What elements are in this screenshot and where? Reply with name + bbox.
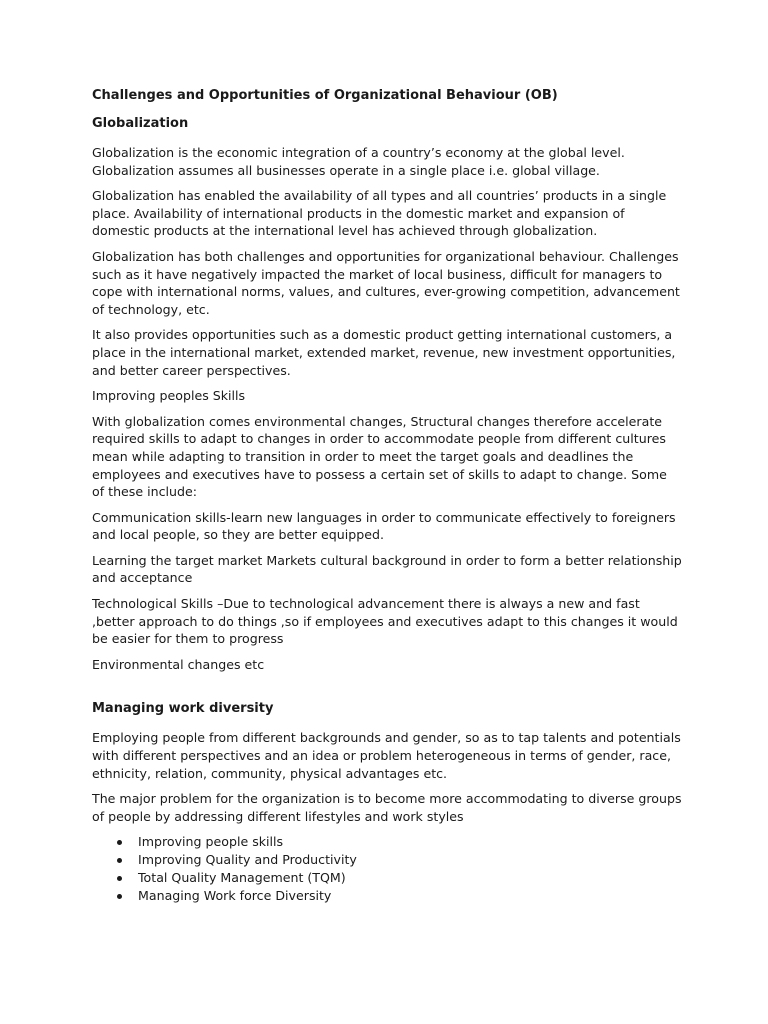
paragraph: The major problem for the organization is to become more accommodating to diverse groups of people by addressing different lifestyles and work styles bbox=[92, 791, 682, 824]
bullet-icon bbox=[117, 894, 122, 899]
document-title: Challenges and Opportunities of Organizational Behaviour (OB) bbox=[92, 88, 558, 103]
bullet-item bbox=[92, 869, 682, 887]
paragraph: Communication skills-learn new languages in order to communicate effectively to foreigners and local people, so they are better equipped. bbox=[92, 509, 676, 543]
bullet-icon bbox=[117, 858, 122, 863]
paragraph: Employing people from different backgrounds and gender, so as to tap talents and potentials with different perspectives and an idea or problem heterogeneous in terms of gender, race, ethnicity, relation, community, physical advantages etc. bbox=[92, 730, 681, 781]
document-page bbox=[92, 86, 682, 905]
bullet-item bbox=[92, 833, 682, 851]
bullet-text: Managing Work force Diversity bbox=[138, 887, 332, 903]
section-heading-work-diversity: Managing work diversity bbox=[92, 701, 274, 717]
bullet-text: Improving people skills bbox=[138, 834, 284, 850]
bullet-item bbox=[92, 851, 682, 869]
paragraph: Globalization has enabled the availability of all types and all countries’ products in a single place. Availability of international products in the domestic market and expansion of domestic products at the international level has achieved through globalization. bbox=[92, 188, 667, 239]
bullet-icon bbox=[117, 840, 122, 845]
blank-line bbox=[92, 681, 682, 699]
paragraph: Globalization is the economic integration of a country’s economy at the global level. Globalization assumes all businesses operate in a single place i.e. global village. bbox=[92, 145, 625, 178]
section-heading-globalization: Globalization bbox=[92, 116, 189, 131]
bullet-text: Total Quality Management (TQM) bbox=[138, 870, 346, 885]
bullet-list bbox=[92, 833, 682, 904]
bullet-icon bbox=[117, 876, 122, 881]
paragraph: It also provides opportunities such as a domestic product getting international customers, a place in the international market, extended market, revenue, new investment opportunities, and better career perspectives. bbox=[92, 327, 676, 378]
paragraph: Environmental changes etc bbox=[92, 656, 265, 672]
paragraph: Globalization has both challenges and opportunities for organizational behaviour. Challenges such as it have negatively impacted the market of local business, difficult for managers to cope with international norms, values, and cultures, ever-growing competition, advancement of technology, etc. bbox=[92, 248, 680, 317]
bullet-item bbox=[92, 887, 682, 905]
subheading-improving-skills: Improving peoples Skills bbox=[92, 388, 246, 404]
paragraph: With globalization comes environmental changes, Structural changes therefore accelerate required skills to adapt to changes in order to accommodate people from different cultures mean while adapting to transition in order to meet the target goals and deadlines the employees and executives have to possess a certain set of skills to adapt to change. Some of these include: bbox=[92, 413, 667, 500]
paragraph: Technological Skills –Due to technological advancement there is always a new and fast ,better approach to do things ,so if employees and executives adapt to this changes it would be easier for them to progress bbox=[92, 596, 678, 647]
bullet-text: Improving Quality and Productivity bbox=[138, 852, 357, 868]
paragraph: Learning the target market Markets cultural background in order to form a better relationship and acceptance bbox=[92, 552, 682, 586]
